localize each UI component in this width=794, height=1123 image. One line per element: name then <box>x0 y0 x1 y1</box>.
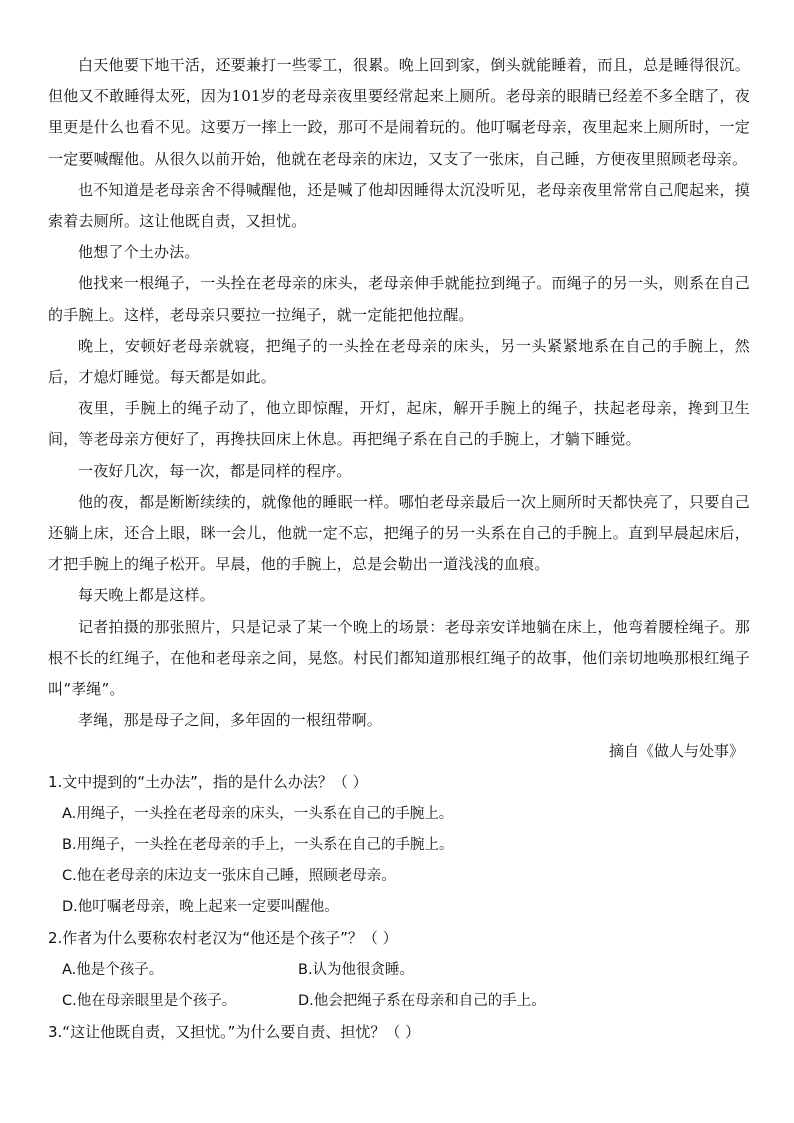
option-b[interactable]: B.认为他很贪睡。 <box>298 961 415 978</box>
option-d[interactable]: D.他叮嘱老母亲，晚上起来一定要叫醒他。 <box>62 899 339 916</box>
passage-paragraph: 夜里，手腕上的绳子动了，他立即惊醒，开灯，起床，解开手腕上的绳子，扶起老母亲，搀到卫生间，等老母亲方便好了，再搀扶回床上休息。再把绳子系在自己的手腕上，才躺下睡觉。 <box>48 399 750 449</box>
passage-paragraph: 也不知道是老母亲舍不得喊醒他，还是喊了他却因睡得太沉没听见，老母亲夜里常常自己爬起来，摸索着去厕所。这让他既自责，又担忧。 <box>48 180 750 231</box>
passage-paragraph: 他想了个土办法。 <box>78 243 200 262</box>
question-stem: 3.“这让他既自责，又担忧。”为什么要自责、担忧？（ ） <box>48 1023 421 1042</box>
passage-paragraph: 他的夜，都是断断续续的，就像他的睡眠一样。哪怕老母亲最后一次上厕所时天都快亮了，只要自己还躺上床，还合上眼，眯一会儿，他就一定不忘，把绳子的另一头系在自己的手腕上。直到早晨起床后，才把手腕上的绳子松开。早晨，他的手腕上，总是会勒出一道浅浅的血痕。 <box>48 492 750 574</box>
question-3 <box>48 1017 750 1048</box>
passage-paragraph: 白天他要下地干活，还要兼打一些零工，很累。晚上回到家，倒头就能睡着，而且，总是睡得很沉。但他又不敢睡得太死，因为101岁的老母亲夜里要经常起来上厕所。老母亲的眼睛已经差不多全瞎了，夜里更是什么也看不见。这要万一摔上一跤，那可不是闹着玩的。他叮嘱老母亲，夜里起来上厕所时，一定一定要喊醒他。从很久以前开始，他就在老母亲的床边，又支了一张床，自己睡，方便夜里照顾老母亲。 <box>48 56 750 168</box>
option-c[interactable]: C.他在老母亲的床边支一张床自己睡，照顾老母亲。 <box>62 868 396 885</box>
option-row <box>48 955 750 986</box>
option-row <box>48 986 750 1017</box>
question-2 <box>48 923 750 1017</box>
page-content <box>48 50 750 1048</box>
reading-passage <box>48 50 750 767</box>
option-a[interactable]: A.用绳子，一头拴在老母亲的床头，一头系在自己的手腕上。 <box>62 805 454 822</box>
option-d[interactable]: D.他会把绳子系在母亲和自己的手上。 <box>298 992 546 1009</box>
passage-paragraph: 他找来一根绳子，一头拴在老母亲的床头，老母亲伸手就能拉到绳子。而绳子的另一头，则系在自己的手腕上。这样，老母亲只要拉一拉绳子，就一定能把他拉醒。 <box>48 274 750 324</box>
passage-paragraph: 每天晚上都是这样。 <box>78 586 215 605</box>
option-b[interactable]: B.用绳子，一头拴在老母亲的手上，一头系在自己的手腕上。 <box>62 836 454 853</box>
passage-paragraph: 记者拍摄的那张照片，只是记录了某一个晚上的场景：老母亲安详地躺在床上，他弯着腰栓绳子。那根不长的红绳子，在他和老母亲之间，晃悠。村民们都知道那根红绳子的故事，他们亲切地唤那根红绳子叫“孝绳”。 <box>48 617 750 699</box>
option-c[interactable]: C.他在母亲眼里是个孩子。 <box>62 992 237 1009</box>
passage-paragraph: 一夜好几次，每一次，都是同样的程序。 <box>78 461 352 480</box>
option-a[interactable]: A.他是个孩子。 <box>62 961 164 978</box>
question-stem: 1.文中提到的“土办法”，指的是什么办法？（ ） <box>48 773 368 792</box>
source-attribution: 摘自《做人与处事》 <box>608 742 744 761</box>
question-1 <box>48 767 750 923</box>
passage-paragraph: 孝绳，那是母子之间，多年固的一根纽带啊。 <box>78 711 383 730</box>
question-stem: 2.作者为什么要称农村老汉为“他还是个孩子”？（ ） <box>48 929 398 948</box>
passage-paragraph: 晚上，安顿好老母亲就寝，把绳子的一头拴在老母亲的床头，另一头紧紧地系在自己的手腕上，然后，才熄灯睡觉。每天都是如此。 <box>48 336 750 387</box>
